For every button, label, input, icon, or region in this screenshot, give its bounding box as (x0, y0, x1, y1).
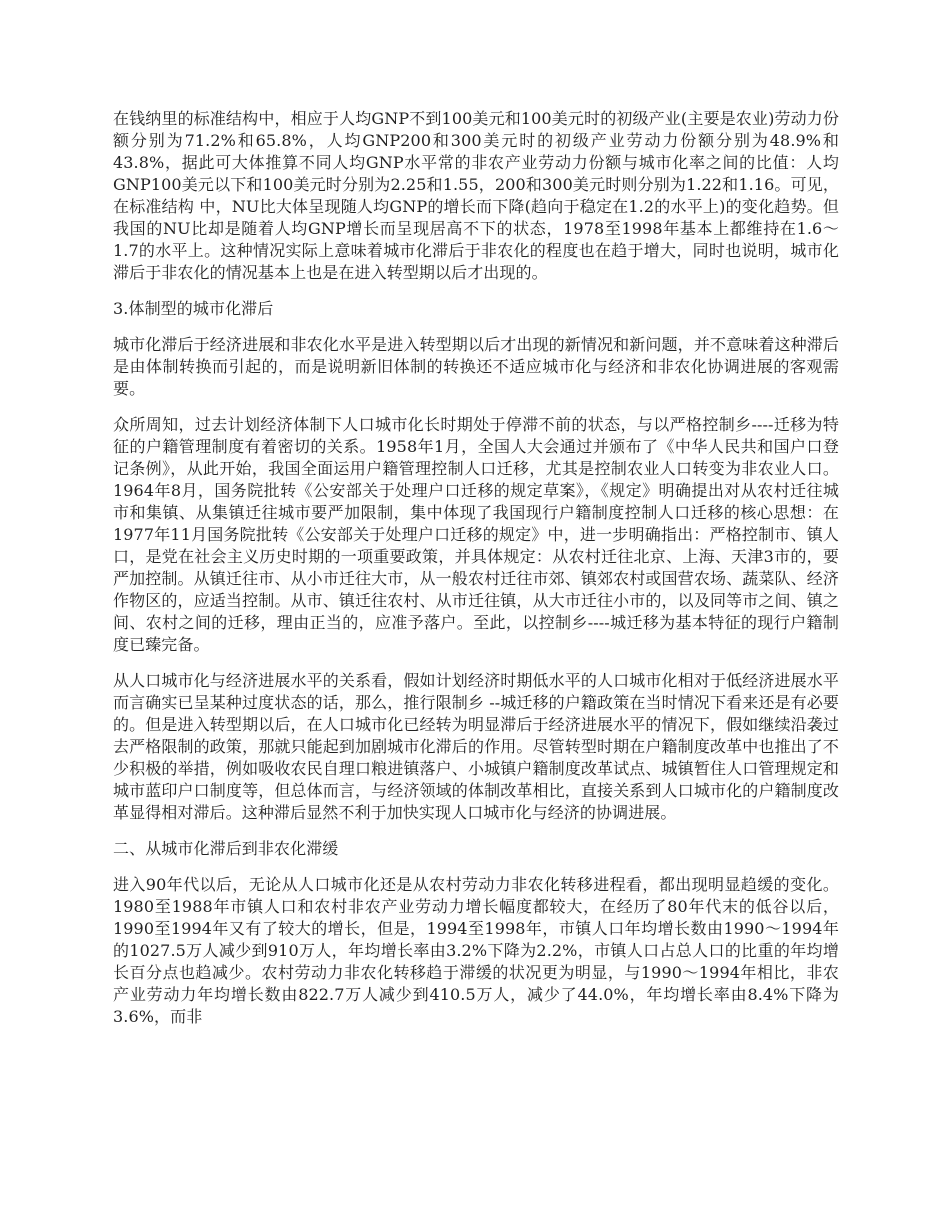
paragraph-household-registration: 众所周知，过去计划经济体制下人口城市化长时期处于停滞不前的状态，与以严格控制乡----迁移为特征的户籍管理制度有着密切的关系。1958年1月，全国人大会通过并颁布了《中华人民共和国户口登记条例》，从此开始，我国全面运用户籍管理控制人口迁移，尤其是控制农业人口转变为非农业人口。 1964年8月，国务院批转《公安部关于处理户口迁移的规定草案》，《规定》明确提出对从农村迁往城市和集镇、从集镇迁往城市要严加限制，集中体现了我国现行户籍制度控制人口迁移的核心思想：在1977年11月国务院批转《公安部关于处理户口迁移的规定》中，进一步明确指出：严格控制市、镇人口，是党在社会主义历史时期的一项重要政策，并具体规定：从农村迁往北京、上海、天津3市的，要严加控制。从镇迁往市、从小市迁往大市，从一般农村迁往市郊、镇郊农村或国营农场、蔬菜队、经济作物区的，应适当控制。从市、镇迁往农村、从市迁往镇，从大市迁往小市的，以及同等市之间、镇之间、农村之间的迁移，理由正当的，应准予落户。至此，以控制乡----城迁移为基本特征的现行户籍制度已臻完备。 (113, 415, 839, 654)
paragraph-1990s-trend: 进入90年代以后，无论从人口城市化还是从农村劳动力非农化转移进程看，都出现明显趋缓的变化。1980至1988年市镇人口和农村非农产业劳动力增长幅度都较大，在经历了80年代末的低谷以后，1990至1994年又有了较大的增长，但是，1994至1998年，市镇人口年均增长数由1990～1994年的1027.5万人减少到910万人，年均增长率由3.2%下降为2.2%，市镇人口占总人口的比重的年均增长百分点也趋减少。农村劳动力非农化转移趋于滞缓的状况更为明显，与1990～1994年相比，非农产业劳动力年均增长数由822.7万人减少到410.5万人，减少了44.0%，年均增长率由8.4%下降为3.6%，而非 (113, 875, 839, 1026)
document-body (113, 108, 839, 1042)
paragraph-reform-lag: 从人口城市化与经济进展水平的关系看，假如计划经济时期低水平的人口城市化相对于低经济进展水平而言确实已呈某种过度状态的话，那么，推行限制乡 --城迁移的户籍政策在当时情况下看来还是有必要的。但是进入转型期以后，在人口城市化已经转为明显滞后于经济进展水平的情况下，假如继续沿袭过去严格限制的政策，那就只能起到加剧城市化滞后的作用。尽管转型时期在户籍制度改革中也推出了不少积极的举措，例如吸收农民自理口粮进镇落户、小城镇户籍制度改革试点、城镇暂住人口管理规定和城市蓝印户口制度等，但总体而言，与经济领域的体制改革相比，直接关系到人口城市化的户籍制度改革显得相对滞后。这种滞后显然不利于加快实现人口城市化与经济的协调进展。 (113, 671, 839, 822)
section-heading-slowdown: 二、从城市化滞后到非农化滞缓 (113, 839, 339, 858)
paragraph-transition-lag: 城市化滞后于经济进展和非农化水平是进入转型期以后才出现的新情况和新问题，并不意味着这种滞后是由体制转换而引起的，而是说明新旧体制的转换还不适应城市化与经济和非农化协调进展的客观需要。 (113, 335, 839, 398)
paragraph-nu-ratio: 在钱纳里的标准结构中，相应于人均GNP不到100美元和100美元时的初级产业(主要是农业)劳动力份额分别为71.2%和65.8%，人均GNP200和300美元时的初级产业劳动力份额分别为48.9%和43.8%，据此可大体推算不同人均GNP水平常的非农产业劳动力份额与城市化率之间的比值：人均GNP100美元以下和100美元时分别为2.25和1.55，200和300美元时则分别为1.22和1.16。可见，在标准结构 中，NU比大体呈现随人均GNP的增长而下降(趋向于稳定在1.2的水平上)的变化趋势。但我国的NU比却是随着人均GNP增长而呈现居高不下的状态，1978至1998年基本上都维持在1.6～1.7的水平上。这种情况实际上意味着城市化滞后于非农化的程度也在趋于增大，同时也说明，城市化滞后于非农化的情况基本上也是在进入转型期以后才出现的。 (113, 109, 839, 282)
section-heading-institutional-lag: 3.体制型的城市化滞后 (113, 299, 274, 318)
